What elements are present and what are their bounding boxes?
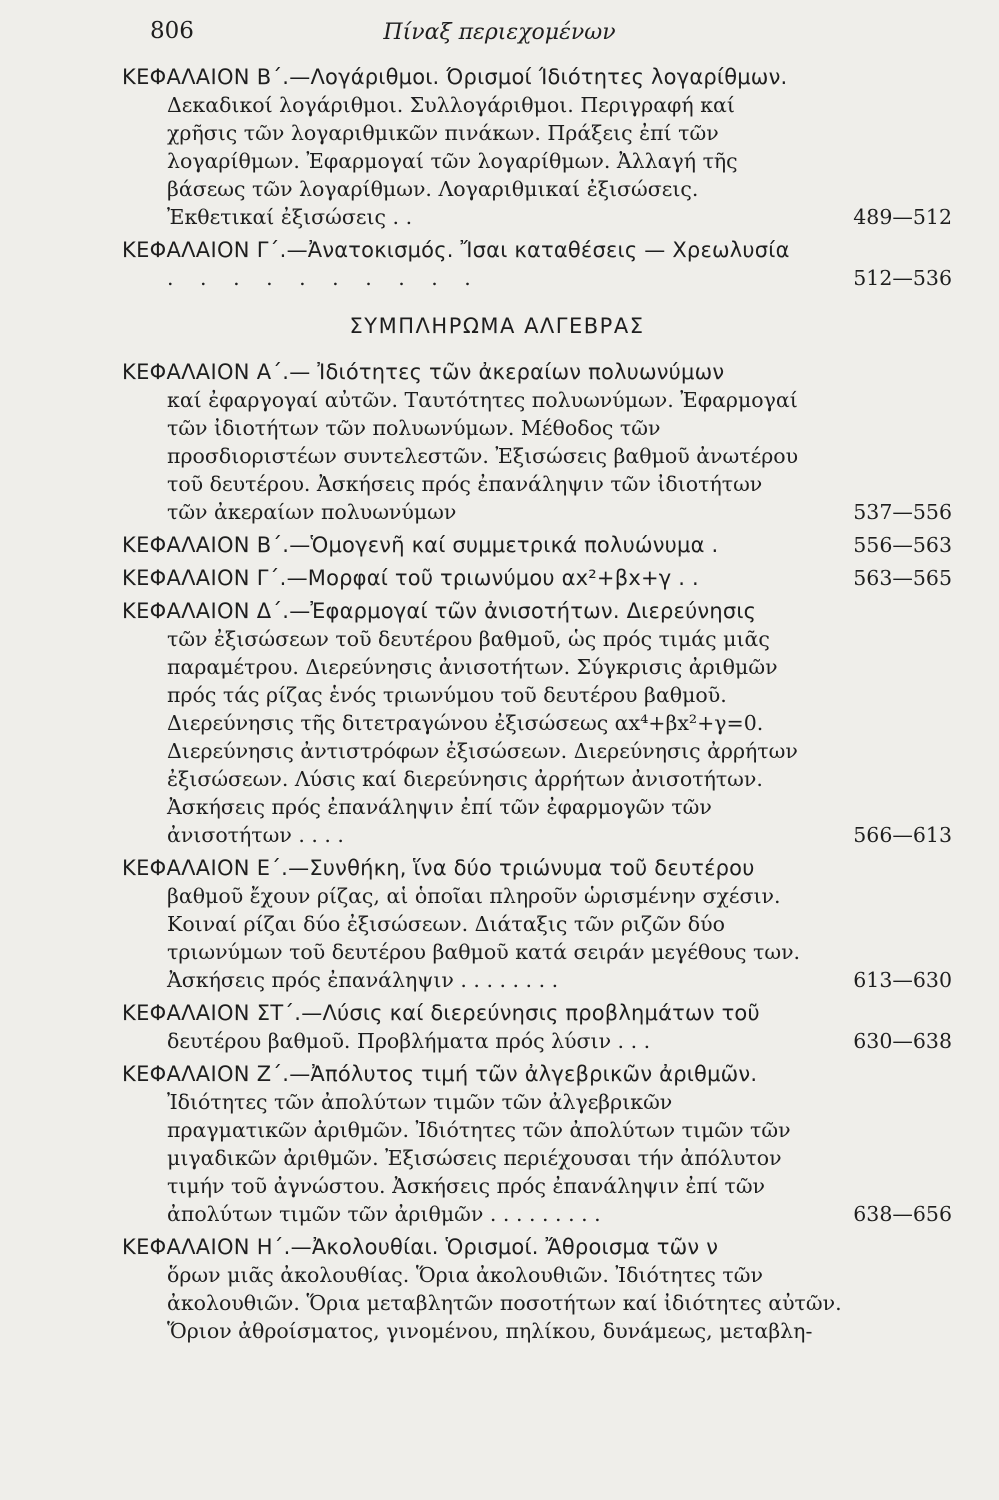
chapter-contents: Δεκαδικοί λογάριθμοι. Συλλογάριθμοι. Περιγραφή καί χρῆσις τῶν λογαριθμικῶν πινάκων. Πράξεις ἐπί τῶν λογαρίθμων. Ἐφαρμογαί τῶν λογαρίθμων. Ἀλλαγή τῆς βάσεως τῶν λογαρίθμων. Λογαριθμικαί ἐξισώσεις. Ἐκθετικαί ἐξισώσεις . . (167, 93, 738, 229)
page-range: 613—630 (853, 968, 952, 992)
toc-entry (122, 1060, 952, 1228)
chapter-label: ΚΕΦΑΛΑΙΟΝ ΣΤ΄. (122, 1001, 302, 1025)
chapter-contents: . . . . . . . . . . (167, 266, 481, 290)
toc-entry (122, 597, 952, 849)
toc-entry (122, 854, 952, 994)
chapter-contents: δευτέρου βαθμοῦ. Προβλήματα πρός λύσιν . . . (167, 1029, 651, 1053)
chapter-label: ΚΕΦΑΛΑΙΟΝ Δ΄. (122, 599, 290, 623)
chapter-label: ΚΕΦΑΛΑΙΟΝ Ε΄. (122, 856, 289, 880)
chapter-contents: καί ἐφαργογαί αὐτῶν. Ταυτότητες πολυωνύμων. Ἐφαρμογαί τῶν ἰδιοτήτων τῶν πολυωνύμων. Μέθοδος τῶν προσδιοριστέων συντελεστῶν. Ἐξισώσεις βαθμοῦ ἀνωτέρου τοῦ δευτέρου. Ἀσκήσεις πρός ἐπανάληψιν τῶν ἰδιοτήτων τῶν ἀκεραίων πολυωνύμων (167, 388, 799, 524)
page-range: 556—563 (853, 533, 952, 557)
chapter-contents: τῶν ἐξισώσεων τοῦ δευτέρου βαθμοῦ, ὡς πρός τιμάς μιᾶς παραμέτρου. Διερεύνησις ἀνισοτήτων. Σύγκρισις ἀριθμῶν πρός τάς ρίζας ἑνός τριωνύμου τοῦ δευτέρου βαθμοῦ. Διερεύνησις τῆς διτετραγώνου ἐξισώσεως αx⁴+βx²+γ=0. Διερεύνησις ἀντιστρόφων ἐξισώσεων. Διερεύνησις ἀρρήτων ἐξισώσεων. Λύσις καί διερεύνησις ἀρρήτων ἀνισοτήτων. Ἀσκήσεις πρός ἐπανάληψιν ἐπί τῶν ἐφαρμογῶν τῶν ἀνισοτήτων . . . . (167, 627, 798, 847)
chapter-title: —Ὁμογενῆ καί συμμετρικά πολυώνυμα . (289, 533, 719, 557)
page-number: 806 (150, 18, 194, 44)
chapter-label: ΚΕΦΑΛΑΙΟΝ Β΄. (122, 533, 290, 557)
page-range: 537—556 (853, 500, 952, 524)
chapter-label: ΚΕΦΑΛΑΙΟΝ Γ΄. (122, 238, 287, 262)
chapter-label: ΚΕΦΑΛΑΙΟΝ Η΄. (122, 1235, 291, 1259)
chapter-title: —Λύσις καί διερεύνησις προβλημάτων τοῦ (301, 1001, 760, 1025)
chapter-contents: βαθμοῦ ἔχουν ρίζας, αἱ ὁποῖαι πληροῦν ὡρισμένην σχέσιν. Κοιναί ρίζαι δύο ἐξισώσεων. Διάταξις τῶν ριζῶν δύο τριωνύμων τοῦ δευτέρου βαθμοῦ κατά σειράν μεγέθους των. Ἀσκήσεις πρός ἐπανάληψιν . . . . . . . . (167, 884, 801, 992)
toc-entry (122, 564, 952, 592)
table-of-contents (122, 63, 952, 1350)
chapter-title: —Ἀνατοκισμός. Ἴσαι καταθέσεις — Χρεωλυσία (286, 238, 790, 262)
toc-entry (122, 236, 952, 292)
page-header (0, 14, 999, 54)
page-range: 566—613 (853, 823, 952, 847)
toc-entry (122, 358, 952, 526)
chapter-title: —Λογάριθμοι. Όρισμοί Ίδιότητες λογαρίθμων. (289, 65, 788, 89)
page-range: 638—656 (853, 1202, 952, 1226)
chapter-contents: Ἰδιότητες τῶν ἀπολύτων τιμῶν τῶν ἀλγεβρικῶν πραγματικῶν ἀριθμῶν. Ἰδιότητες τῶν ἀπολύτων τιμῶν τῶν μιγαδικῶν ἀριθμῶν. Ἐξισώσεις περιέχουσαι τήν ἀπόλυτον τιμήν τοῦ ἀγνώστου. Ἀσκήσεις πρός ἐπανάληψιν ἐπί τῶν ἀπολύτων τιμῶν τῶν ἀριθμῶν . . . . . . . . . (167, 1090, 791, 1226)
chapter-contents: ὅρων μιᾶς ἀκολουθίας. Ὅρια ἀκολουθιῶν. Ἰδιότητες τῶν ἀκολουθιῶν. Ὅρια μεταβλητῶν ποσοτήτων καί ἰδιότητες αὐτῶν. Ὅριον ἀθροίσματος, γινομένου, πηλίκου, δυνάμεως, μεταβλη- (167, 1263, 842, 1343)
chapter-title: —Ἐφαρμογαί τῶν ἀνισοτήτων. Διερεύνησις (289, 599, 757, 623)
page-range: 489—512 (853, 205, 952, 229)
toc-entry (122, 63, 952, 231)
chapter-title: —Συνθήκη, ἵνα δύο τριώνυμα τοῦ δευτέρου (288, 856, 755, 880)
chapter-title: —Ἀκολουθίαι. Ὁρισμοί. Ἄθροισμα τῶν ν (290, 1235, 719, 1259)
chapter-title: —Μορφαί τοῦ τριωνύμου αx²+βx+γ . . (286, 566, 699, 590)
chapter-title: —Ἀπόλυτος τιμή τῶν ἀλγεβρικῶν ἀριθμῶν. (289, 1062, 758, 1086)
page-range: 630—638 (853, 1029, 952, 1053)
page-range: 563—565 (853, 566, 952, 590)
toc-entry (122, 531, 952, 559)
toc-entry (122, 1233, 952, 1345)
chapter-title: — Ἰδιότητες τῶν ἀκεραίων πολυωνύμων (289, 360, 725, 384)
chapter-label: ΚΕΦΑΛΑΙΟΝ Β΄. (122, 65, 290, 89)
chapter-label: ΚΕΦΑΛΑΙΟΝ Α΄. (122, 360, 290, 384)
running-title: Πίναξ περιεχομένων (383, 20, 616, 45)
toc-entry (122, 999, 952, 1055)
chapter-label: ΚΕΦΑΛΑΙΟΝ Ζ΄. (122, 1062, 290, 1086)
section-heading: ΣΥΜΠΛΗΡΩΜΑ ΑΛΓΕΒΡΑΣ (349, 314, 645, 338)
page-range: 512—536 (853, 266, 952, 290)
chapter-label: ΚΕΦΑΛΑΙΟΝ Γ΄. (122, 566, 287, 590)
